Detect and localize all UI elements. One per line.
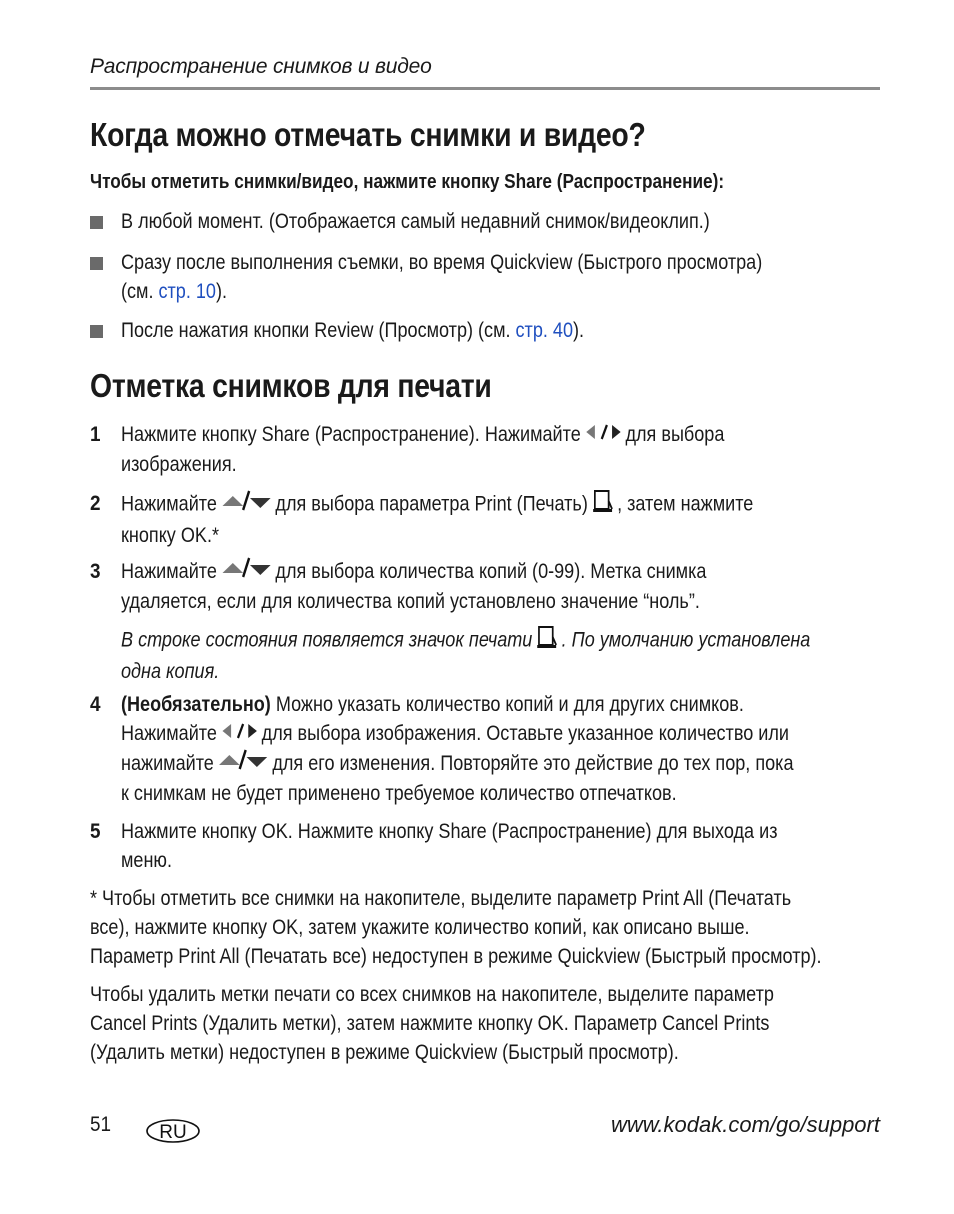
manual-page: Распространение снимков и видео Когда можно отмечать снимки и видео? Чтобы отметить снимки/видео, нажмите кнопку Share (Распространение): В любой момент. (Отображается самый недавний снимок/видеоклип.) Сразу после выполнения съемки, во время Quickview (Быстрого просмотра) (см. стр. 10). После нажатия кнопки Review (Просмотр) (см. стр. 40). Отметка снимков для печати 1 Нажмите кнопку Share (Распространение). Нажимайте для выбора изображения. 2 Нажимайте для выбора параметра Print (Печать) , затем нажмите кнопку OK.* 3 Нажимайте для выбора количества копий (0-99). Метка снимка удаляется, если для количества копий установлено значение “ноль”. В строке состояния появляется значок печати . По умолчанию установлена одна копия. 4 (Необязательно) Можно указать количество копий и для других снимков. Нажимайте для выбора изображения. Оставьте указанное количество или нажимайте для его изменения. Повторяйте это действие до тех пор, пока к снимкам не будет применено требуемое количество отпечатков. 5 Нажмите кнопку OK. Нажмите кнопку Share (Распространение) для выхода из меню. * Чтобы отметить все снимки на накопителе, выделите параметр Print All (Печатать все), нажмите кнопку OK, затем укажите количество копий, как описано выше. Параметр Print All (Печатать все) недоступен в режиме Quickview (Быстрый просмотр). Чтобы удалить метки печати со всех снимков на накопителе, выделите параметр Cancel Prints (Удалить метки), затем нажмите кнопку OK. Параметр Cancel Prints (Удалить метки) недоступен в режиме Quickview (Быстрый просмотр). 51 RU www.kodak.com/go/support bbox=[90, 0, 880, 1214]
left-right-arrows-icon bbox=[220, 720, 258, 749]
up-down-arrows-icon bbox=[220, 557, 272, 587]
language-badge bbox=[145, 1118, 201, 1149]
svg-text:RU: RU bbox=[159, 1122, 187, 1143]
section-title-when-to-tag: Когда можно отмечать снимки и видео? bbox=[90, 116, 646, 153]
header-divider bbox=[90, 87, 880, 90]
page-link-40[interactable]: стр. 40 bbox=[515, 319, 573, 342]
page-link-10[interactable]: стр. 10 bbox=[158, 280, 216, 303]
section1-lead: Чтобы отметить снимки/видео, нажмите кнопку Share (Распространение): bbox=[90, 171, 725, 193]
step-3-note: В строке состояния появляется значок печати . По умолчанию установлена одна копия. bbox=[121, 625, 810, 686]
page-number: 51 bbox=[90, 1113, 112, 1136]
cancel-prints-note: Чтобы удалить метки печати со всех снимков на накопителе, выделите параметр Cancel Prints (Удалить метки), затем нажмите кнопку OK. Параметр Cancel Prints (Удалить метки) недоступен в режиме Quickview (Быстрый просмотр). bbox=[90, 983, 774, 1064]
footnote: * Чтобы отметить все снимки на накопителе, выделите параметр Print All (Печатать все), нажмите кнопку OK, затем укажите количество копий, как описано выше. Параметр Print All (Печатать все) недоступен в режиме Quickview (Быстрый просмотр). bbox=[90, 887, 822, 968]
support-url[interactable]: www.kodak.com/go/support bbox=[610, 1112, 880, 1137]
left-right-arrows-icon bbox=[584, 421, 622, 450]
up-down-arrows-icon bbox=[220, 490, 272, 520]
bullet-square-icon bbox=[90, 325, 103, 338]
up-down-arrows-icon bbox=[217, 749, 269, 779]
section-title-tag-for-print: Отметка снимков для печати bbox=[90, 367, 492, 404]
bullet-square-icon bbox=[90, 257, 103, 270]
print-icon bbox=[591, 489, 613, 521]
bullet-square-icon bbox=[90, 216, 103, 229]
running-header: Распространение снимков и видео bbox=[90, 55, 432, 78]
print-icon bbox=[536, 625, 558, 657]
